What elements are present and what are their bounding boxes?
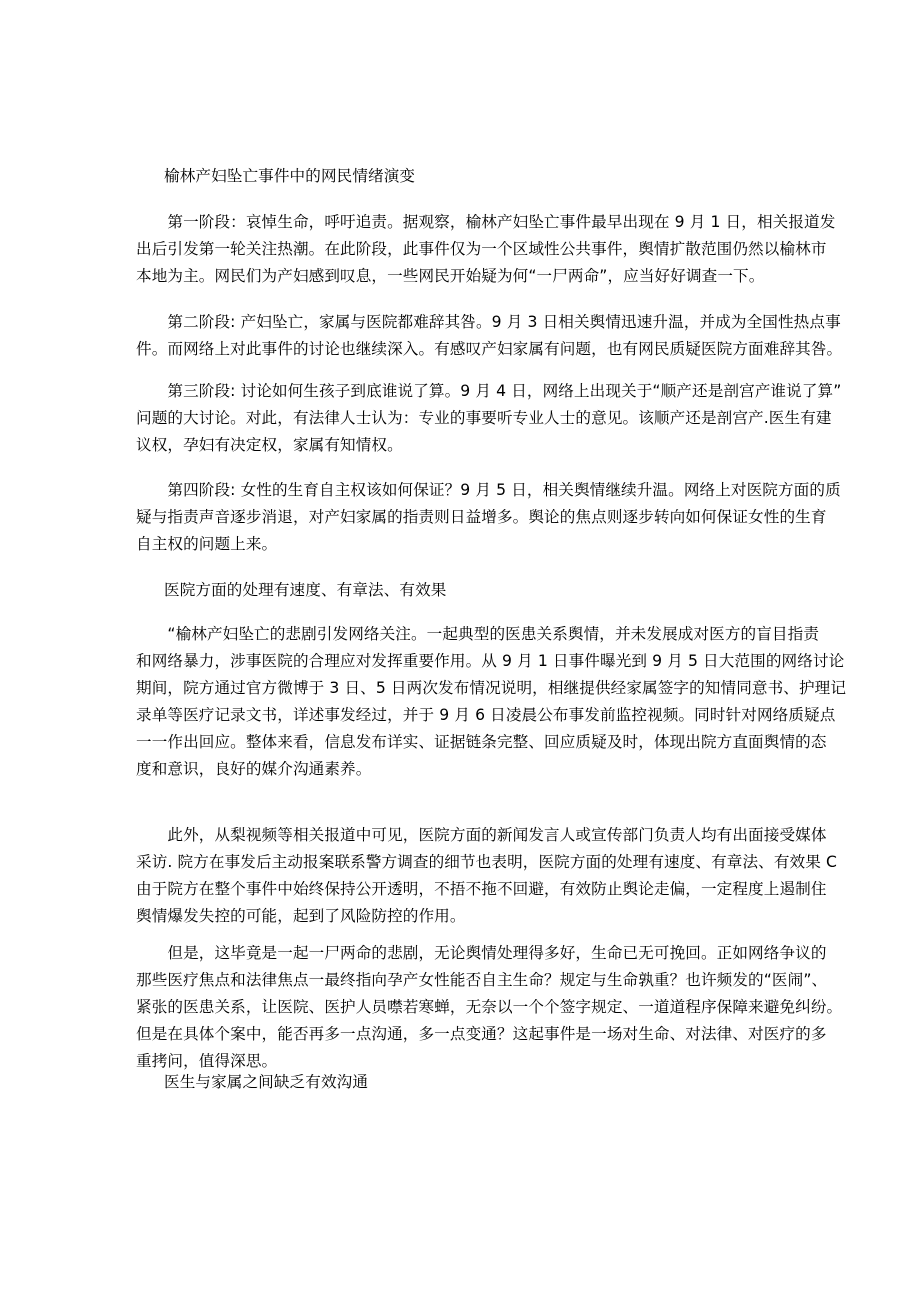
heading-text: 医院方面的处理有速度、有章法、有效果 <box>164 581 447 599</box>
paragraph-line: 自主权的问题上来。 <box>136 535 278 553</box>
heading-text: 榆林产妇坠亡事件中的网民情绪演变 <box>164 167 416 185</box>
paragraph-line: 第一阶段：哀悼生命，呼吁追责。据观察，榆林产妇坠亡事件最早出现在 9 月 1 日，相关报道发 <box>136 213 836 231</box>
paragraph-line: 件。而网络上对此事件的讨论也继续深入。有感叹产妇家属有问题，也有网民质疑医院方面难辞其咎。 <box>136 340 843 358</box>
paragraph-line: 第二阶段: 产妇坠亡，家属与医院都难辞其咎。9 月 3 日相关舆情迅速升温，并成为全国性热点事 <box>136 313 841 331</box>
paragraph-line: “榆林产妇坠亡的悲剧引发网络关注。一起典型的医患关系舆情，并未发展成对医方的盲目指责 <box>136 625 820 643</box>
section-heading-3 <box>136 1069 829 1096</box>
paragraph-line: 但是，这毕竟是一起一尸两命的悲剧，无论舆情处理得多好，生命已无可挽回。正如网络争议的 <box>136 944 827 962</box>
paragraph-line: 由于院方在整个事件中始终保持公开透明，不捂不拖不回避，有效防止舆论走偏，一定程度上遏制住 <box>136 880 827 898</box>
paragraph-line: 出后引发第一轮关注热潮。在此阶段，此事件仅为一个区域性公共事件，舆情扩散范围仍然以榆林市 <box>136 240 827 258</box>
paragraph-line: 录单等医疗记录文书，详述事发经过，并于 9 月 6 日凌晨公布事发前监控视频。同时针对网络质疑点 <box>136 706 836 724</box>
paragraph-line: 议权，孕妇有决定权，家属有知情权。 <box>136 436 403 454</box>
paragraph-line: 期间，院方通过官方微博于 3 日、5 日两次发布情况说明，相继提供经家属签字的知情同意书、护理记 <box>136 679 847 697</box>
paragraph-line: 采访. 院方在事发后主动报案联系警方调查的细节也表明，医院方面的处理有速度、有章法、有效果 C <box>136 853 837 871</box>
paragraph-stage-3 <box>136 378 842 459</box>
paragraph-reflection <box>136 940 843 1075</box>
paragraph-line: 疑与指责声音逐步消退，对产妇家属的指责则日益增多。舆论的焦点则逐步转向如何保证女性的生育 <box>136 508 827 526</box>
paragraph-media-response <box>136 822 837 930</box>
paragraph-line: 重拷问，值得深思。 <box>136 1052 278 1070</box>
paragraph-line: 此外，从梨视频等相关报道中可见，医院方面的新闻发言人或宣传部门负责人均有出面接受媒体 <box>136 826 827 844</box>
heading-text: 医生与家属之间缺乏有效沟通 <box>164 1073 369 1091</box>
paragraph-line: 第四阶段: 女性的生育自主权该如何保证？9 月 5 日，相关舆情继续升温。网络上对医院方面的质 <box>136 481 841 499</box>
paragraph-stage-4 <box>136 477 841 558</box>
paragraph-line: 但是在具体个案中，能否再多一点沟通，多一点变通？这起事件是一场对生命、对法律、对医疗的多 <box>136 1025 827 1043</box>
paragraph-line: 第三阶段: 讨论如何生孩子到底谁说了算。9 月 4 日，网络上出现关于“顺产还是剖宫产谁说了算” <box>136 382 842 400</box>
paragraph-line: 和网络暴力，涉事医院的合理应对发挥重要作用。从 9 月 1 日事件曝光到 9 月 5 日大范围的网络讨论 <box>136 652 845 670</box>
section-heading-2 <box>136 577 829 604</box>
paragraph-line: 度和意识，良好的媒介沟通素养。 <box>136 760 372 778</box>
paragraph-line: 问题的大讨论。对此，有法律人士认为：专业的事要听专业人士的意见。该顺产还是剖宫产.医生有建 <box>136 409 832 427</box>
paragraph-stage-2 <box>136 309 843 363</box>
paragraph-stage-1 <box>136 209 836 290</box>
paragraph-line: 舆情爆发失控的可能，起到了风险防控的作用。 <box>136 907 466 925</box>
paragraph-line: 紧张的医患关系，让医院、医护人员噤若寒蝉，无奈以一个个签字规定、一道道程序保障来避免纠纷。 <box>136 998 843 1016</box>
section-heading-1 <box>136 163 829 190</box>
paragraph-line: 一一作出回应。整体来看，信息发布详实、证据链条完整、回应质疑及时，体现出院方直面舆情的态 <box>136 733 827 751</box>
paragraph-line: 那些医疗焦点和法律焦点一最终指向孕产女性能否自主生命？规定与生命孰重？也许频发的“医闹”、 <box>136 971 828 989</box>
paragraph-line: 本地为主。网民们为产妇感到叹息，一些网民开始疑为何“一尸两命”，应当好好调查一下。 <box>136 267 765 285</box>
paragraph-hospital-response <box>136 621 847 783</box>
